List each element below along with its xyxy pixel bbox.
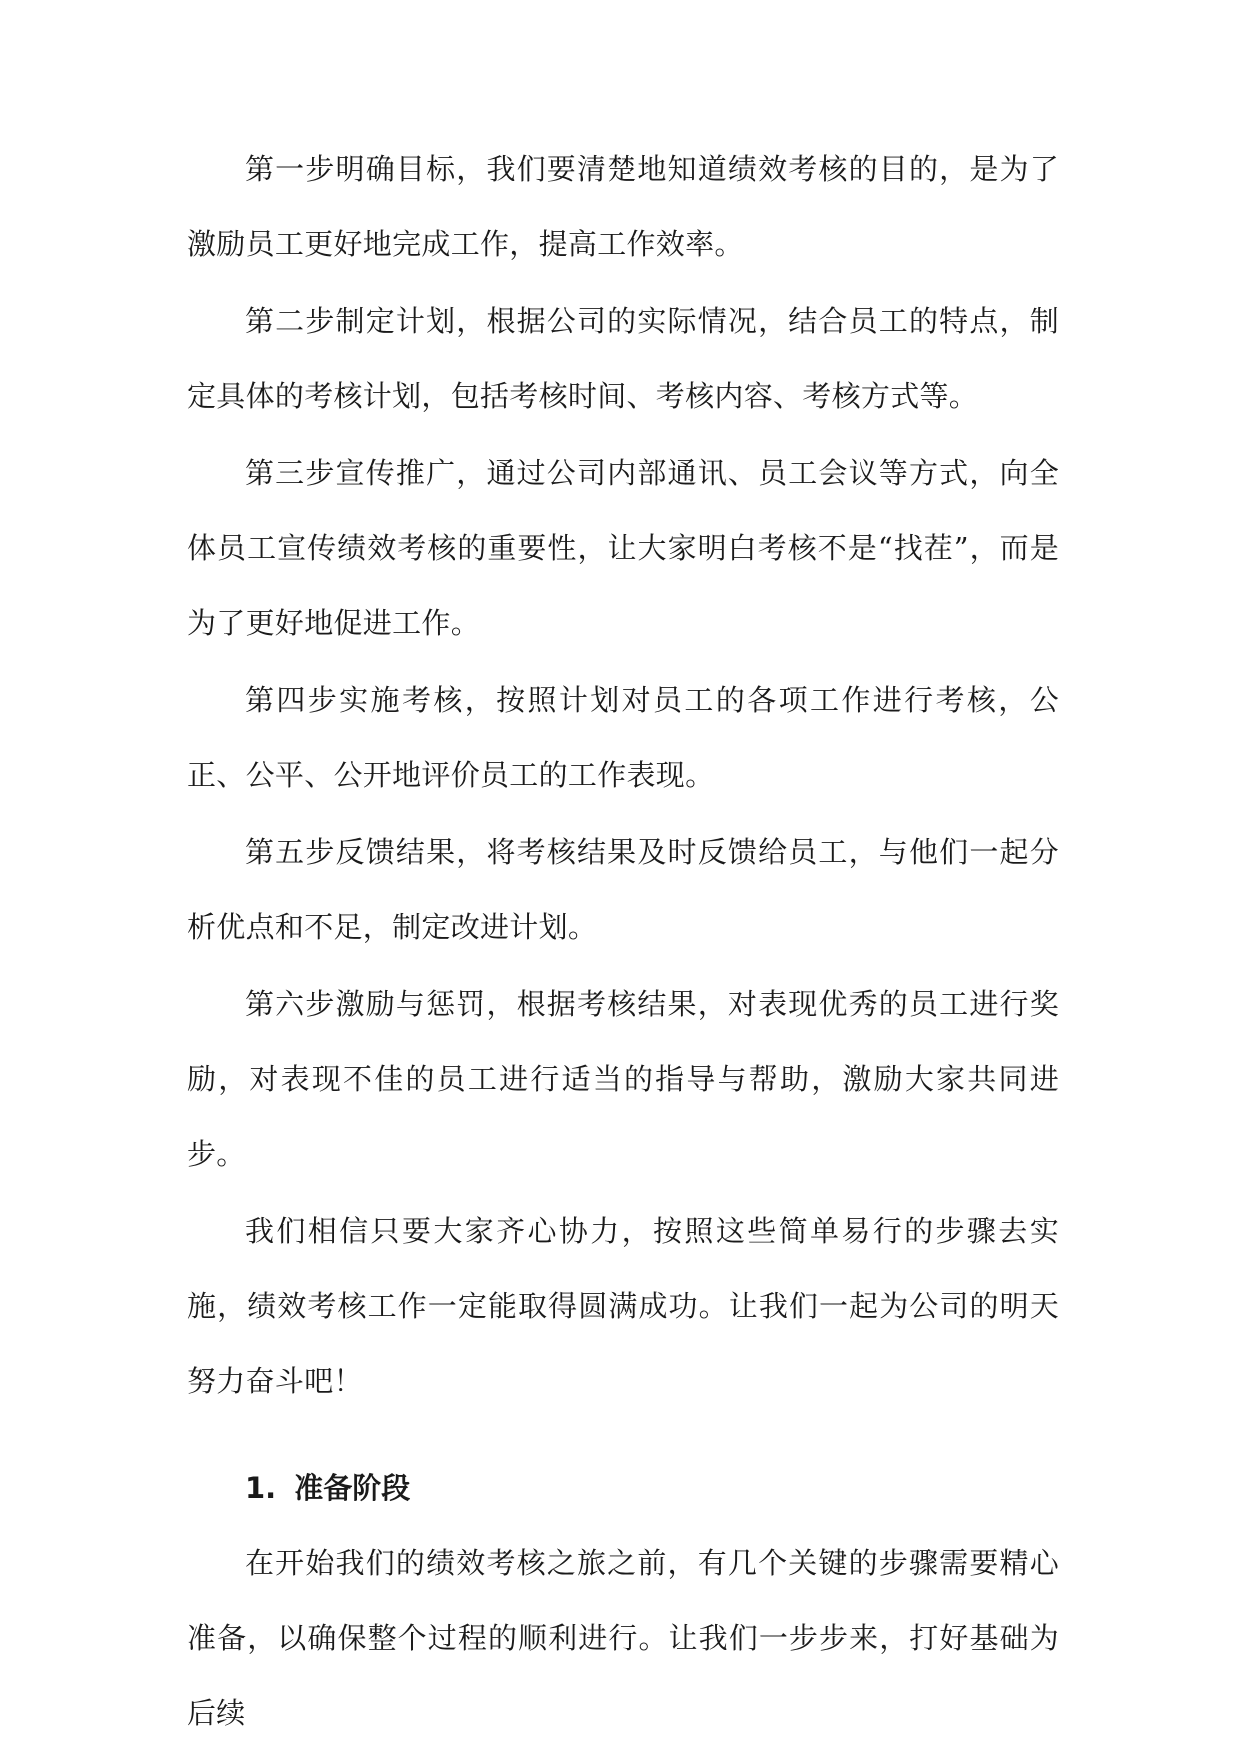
section-heading — [187, 1451, 1059, 1526]
paragraph-step-1: 第一步明确目标，我们要清楚地知道绩效考核的目的，是为了激励员工更好地完成工作，提高工作效率。 — [187, 152, 1059, 261]
paragraph-section-intro: 在开始我们的绩效考核之旅之前，有几个关键的步骤需要精心准备，以确保整个过程的顺利进行。让我们一步步来，打好基础为后续 — [187, 1546, 1059, 1730]
section-title: 准备阶段 — [294, 1471, 411, 1505]
paragraph-step-6: 第六步激励与惩罚，根据考核结果，对表现优秀的员工进行奖励，对表现不佳的员工进行适当的指导与帮助，激励大家共同进步。 — [187, 987, 1059, 1171]
paragraph-step-2: 第二步制定计划，根据公司的实际情况，结合员工的特点，制定具体的考核计划，包括考核时间、考核内容、考核方式等。 — [187, 304, 1059, 413]
paragraph-step-5: 第五步反馈结果，将考核结果及时反馈给员工，与他们一起分析优点和不足，制定改进计划。 — [187, 835, 1059, 944]
document-body — [187, 132, 1059, 1753]
paragraph-conclusion: 我们相信只要大家齐心协力，按照这些简单易行的步骤去实施，绩效考核工作一定能取得圆满成功。让我们一起为公司的明天努力奋斗吧！ — [187, 1214, 1059, 1398]
paragraph-step-3: 第三步宣传推广，通过公司内部通讯、员工会议等方式，向全体员工宣传绩效考核的重要性，让大家明白考核不是“找茬”，而是为了更好地促进工作。 — [187, 456, 1059, 640]
section-number: 1. — [245, 1471, 277, 1505]
paragraph-step-4: 第四步实施考核，按照计划对员工的各项工作进行考核，公正、公平、公开地评价员工的工作表现。 — [187, 683, 1059, 792]
